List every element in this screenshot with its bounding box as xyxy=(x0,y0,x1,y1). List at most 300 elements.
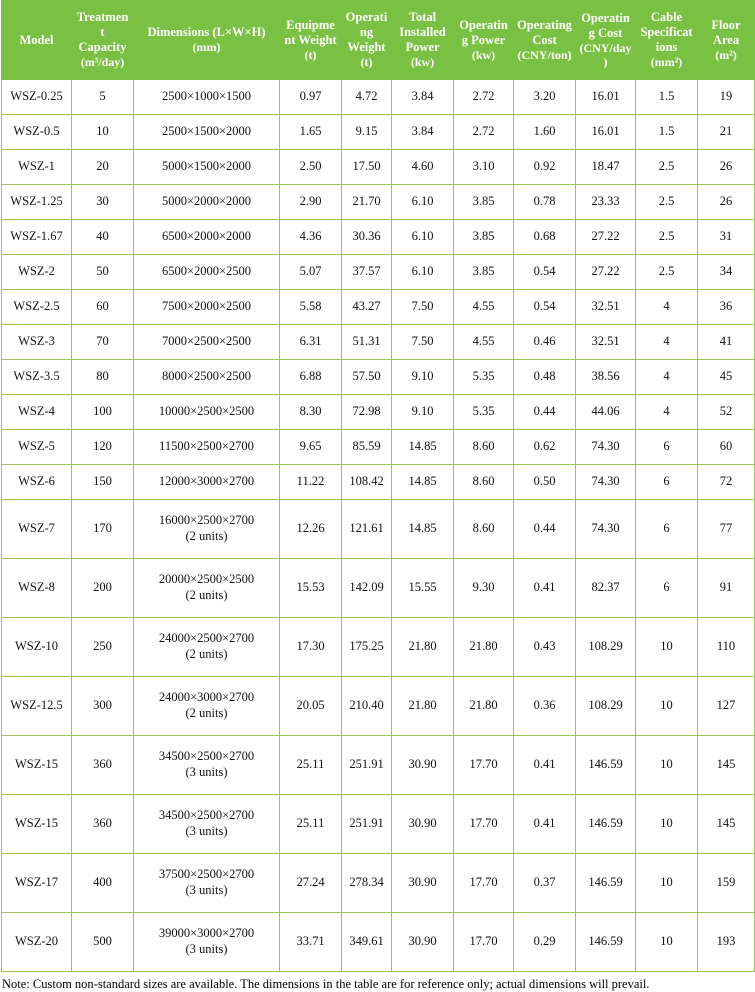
table-row xyxy=(2,80,755,115)
cell-dimensions xyxy=(134,185,280,220)
cell-operating-cost-day: 23.33 xyxy=(576,185,636,220)
cell-operating-weight: 72.98 xyxy=(342,395,392,430)
cell-operating-power: 17.70 xyxy=(454,736,514,795)
dimensions-main: 7500×2000×2500 xyxy=(161,299,252,314)
cell-operating-cost-ton: 0.44 xyxy=(514,500,576,559)
cell-dimensions xyxy=(134,255,280,290)
cell-operating-weight: 21.70 xyxy=(342,185,392,220)
cell-model: WSZ-12.5 xyxy=(2,677,72,736)
header-label: Operating Cost xyxy=(581,10,630,40)
cell-operating-cost-ton: 0.68 xyxy=(514,220,576,255)
cell-equipment-weight: 0.97 xyxy=(280,80,342,115)
header-label: Model xyxy=(19,32,54,47)
cell-operating-weight: 210.40 xyxy=(342,677,392,736)
cell-treatment-capacity: 20 xyxy=(72,150,134,185)
cell-total-installed-power: 14.85 xyxy=(392,500,454,559)
column-header-dimensions xyxy=(134,1,280,80)
cell-equipment-weight: 33.71 xyxy=(280,913,342,972)
cell-model: WSZ-3.5 xyxy=(2,360,72,395)
cell-dimensions xyxy=(134,500,280,559)
cell-cable-specifications: 1.5 xyxy=(636,115,698,150)
cell-operating-power: 17.70 xyxy=(454,913,514,972)
table-note: Note: Custom non-standard sizes are available. The dimensions in the table are for reference only; actual dimensions will prevail. xyxy=(2,977,650,991)
cell-equipment-weight: 2.50 xyxy=(280,150,342,185)
cell-operating-weight: 108.42 xyxy=(342,465,392,500)
cell-operating-cost-day: 74.30 xyxy=(576,500,636,559)
dimensions-main: 34500×2500×2700 xyxy=(158,808,255,823)
cell-operating-cost-ton: 3.20 xyxy=(514,80,576,115)
cell-cable-specifications: 10 xyxy=(636,736,698,795)
header-unit: (CNY/ton) xyxy=(517,47,572,62)
cell-total-installed-power: 7.50 xyxy=(392,290,454,325)
cell-floor-area: 26 xyxy=(698,150,755,185)
header-label: Equipment Weight xyxy=(284,17,337,47)
cell-operating-cost-day: 82.37 xyxy=(576,559,636,618)
cell-cable-specifications: 10 xyxy=(636,618,698,677)
cell-floor-area: 110 xyxy=(698,618,755,677)
header-unit: (kw) xyxy=(410,55,435,70)
column-header-total-installed-power xyxy=(392,1,454,80)
table-body xyxy=(2,80,755,972)
cell-model: WSZ-20 xyxy=(2,913,72,972)
cell-operating-power: 21.80 xyxy=(454,677,514,736)
header-row xyxy=(2,1,755,80)
table-row xyxy=(2,150,755,185)
cell-operating-power: 2.72 xyxy=(454,115,514,150)
cell-operating-cost-ton: 0.44 xyxy=(514,395,576,430)
dimensions-main: 24000×2500×2700 xyxy=(158,631,255,646)
dimensions-units-note: (3 units) xyxy=(185,824,228,838)
cell-total-installed-power: 30.90 xyxy=(392,795,454,854)
table-row xyxy=(2,325,755,360)
cell-operating-power: 8.60 xyxy=(454,465,514,500)
cell-cable-specifications: 4 xyxy=(636,325,698,360)
cell-model: WSZ-1 xyxy=(2,150,72,185)
cell-treatment-capacity: 500 xyxy=(72,913,134,972)
cell-operating-cost-day: 27.22 xyxy=(576,255,636,290)
cell-operating-cost-ton: 0.62 xyxy=(514,430,576,465)
cell-operating-weight: 30.36 xyxy=(342,220,392,255)
dimensions-units-note: (2 units) xyxy=(185,647,228,661)
cell-total-installed-power: 30.90 xyxy=(392,736,454,795)
column-header-operating-cost-ton xyxy=(514,1,576,80)
cell-treatment-capacity: 250 xyxy=(72,618,134,677)
cell-operating-cost-day: 16.01 xyxy=(576,115,636,150)
header-unit: (mm) xyxy=(192,40,221,55)
cell-treatment-capacity: 300 xyxy=(72,677,134,736)
cell-operating-cost-day: 32.51 xyxy=(576,290,636,325)
table-row xyxy=(2,795,755,854)
cell-operating-cost-ton: 0.48 xyxy=(514,360,576,395)
header-unit: (m³/day) xyxy=(80,55,125,70)
cell-floor-area: 21 xyxy=(698,115,755,150)
cell-model: WSZ-4 xyxy=(2,395,72,430)
cell-operating-cost-ton: 0.41 xyxy=(514,559,576,618)
cell-cable-specifications: 2.5 xyxy=(636,150,698,185)
cell-operating-cost-ton: 0.54 xyxy=(514,255,576,290)
dimensions-main: 6500×2000×2500 xyxy=(161,264,252,279)
cell-operating-cost-day: 16.01 xyxy=(576,80,636,115)
dimensions-units-note: (2 units) xyxy=(185,588,228,602)
cell-operating-power: 3.85 xyxy=(454,185,514,220)
column-header-model xyxy=(2,1,72,80)
cell-total-installed-power: 3.84 xyxy=(392,80,454,115)
cell-total-installed-power: 6.10 xyxy=(392,185,454,220)
cell-treatment-capacity: 30 xyxy=(72,185,134,220)
cell-cable-specifications: 2.5 xyxy=(636,220,698,255)
cell-treatment-capacity: 360 xyxy=(72,736,134,795)
cell-operating-cost-ton: 0.92 xyxy=(514,150,576,185)
cell-operating-cost-ton: 0.43 xyxy=(514,618,576,677)
cell-cable-specifications: 10 xyxy=(636,913,698,972)
cell-cable-specifications: 6 xyxy=(636,500,698,559)
table-row xyxy=(2,115,755,150)
cell-equipment-weight: 8.30 xyxy=(280,395,342,430)
cell-operating-cost-day: 146.59 xyxy=(576,854,636,913)
cell-operating-power: 4.55 xyxy=(454,325,514,360)
cell-dimensions xyxy=(134,559,280,618)
cell-cable-specifications: 10 xyxy=(636,795,698,854)
cell-model: WSZ-10 xyxy=(2,618,72,677)
cell-floor-area: 145 xyxy=(698,736,755,795)
cell-dimensions xyxy=(134,220,280,255)
cell-dimensions xyxy=(134,395,280,430)
table-row xyxy=(2,854,755,913)
cell-operating-power: 5.35 xyxy=(454,395,514,430)
cell-operating-power: 3.85 xyxy=(454,220,514,255)
cell-treatment-capacity: 60 xyxy=(72,290,134,325)
header-unit: (t) xyxy=(360,55,373,70)
cell-model: WSZ-2.5 xyxy=(2,290,72,325)
dimensions-main: 16000×2500×2700 xyxy=(158,513,255,528)
header-unit: (t) xyxy=(304,47,317,62)
cell-operating-weight: 349.61 xyxy=(342,913,392,972)
cell-operating-cost-ton: 0.78 xyxy=(514,185,576,220)
cell-operating-cost-day: 74.30 xyxy=(576,430,636,465)
cell-total-installed-power: 21.80 xyxy=(392,677,454,736)
cell-operating-power: 3.10 xyxy=(454,150,514,185)
cell-operating-cost-ton: 0.50 xyxy=(514,465,576,500)
cell-floor-area: 77 xyxy=(698,500,755,559)
cell-cable-specifications: 4 xyxy=(636,290,698,325)
table-row xyxy=(2,559,755,618)
cell-operating-cost-day: 27.22 xyxy=(576,220,636,255)
cell-equipment-weight: 25.11 xyxy=(280,795,342,854)
cell-operating-cost-day: 44.06 xyxy=(576,395,636,430)
cell-operating-cost-day: 108.29 xyxy=(576,618,636,677)
dimensions-main: 2500×1000×1500 xyxy=(161,89,252,104)
cell-operating-power: 3.85 xyxy=(454,255,514,290)
cell-dimensions xyxy=(134,80,280,115)
cell-floor-area: 26 xyxy=(698,185,755,220)
dimensions-units-note: (3 units) xyxy=(185,942,228,956)
dimensions-main: 8000×2500×2500 xyxy=(161,369,252,384)
cell-operating-power: 5.35 xyxy=(454,360,514,395)
cell-operating-cost-day: 146.59 xyxy=(576,913,636,972)
cell-operating-power: 9.30 xyxy=(454,559,514,618)
column-header-operating-weight xyxy=(342,1,392,80)
cell-treatment-capacity: 80 xyxy=(72,360,134,395)
cell-total-installed-power: 9.10 xyxy=(392,360,454,395)
cell-floor-area: 127 xyxy=(698,677,755,736)
column-header-floor-area xyxy=(698,1,755,80)
cell-floor-area: 31 xyxy=(698,220,755,255)
cell-model: WSZ-1.25 xyxy=(2,185,72,220)
cell-total-installed-power: 14.85 xyxy=(392,430,454,465)
table-row xyxy=(2,736,755,795)
cell-operating-weight: 278.34 xyxy=(342,854,392,913)
cell-total-installed-power: 4.60 xyxy=(392,150,454,185)
cell-operating-cost-day: 146.59 xyxy=(576,736,636,795)
cell-equipment-weight: 5.07 xyxy=(280,255,342,290)
cell-model: WSZ-15 xyxy=(2,736,72,795)
cell-model: WSZ-8 xyxy=(2,559,72,618)
header-label: Operating Weight xyxy=(345,10,388,55)
cell-cable-specifications: 10 xyxy=(636,677,698,736)
table-row xyxy=(2,465,755,500)
cell-floor-area: 60 xyxy=(698,430,755,465)
cell-floor-area: 91 xyxy=(698,559,755,618)
header-label: Cable Specifications xyxy=(640,10,693,55)
cell-equipment-weight: 15.53 xyxy=(280,559,342,618)
cell-treatment-capacity: 40 xyxy=(72,220,134,255)
table-row xyxy=(2,500,755,559)
cell-operating-cost-ton: 0.54 xyxy=(514,290,576,325)
cell-operating-cost-day: 38.56 xyxy=(576,360,636,395)
cell-dimensions xyxy=(134,290,280,325)
cell-dimensions xyxy=(134,913,280,972)
cell-cable-specifications: 2.5 xyxy=(636,185,698,220)
column-header-treatment-capacity xyxy=(72,1,134,80)
cell-operating-weight: 4.72 xyxy=(342,80,392,115)
cell-total-installed-power: 6.10 xyxy=(392,220,454,255)
cell-treatment-capacity: 360 xyxy=(72,795,134,854)
dimensions-units-note: (2 units) xyxy=(185,706,228,720)
cell-operating-weight: 57.50 xyxy=(342,360,392,395)
cell-model: WSZ-2 xyxy=(2,255,72,290)
cell-treatment-capacity: 70 xyxy=(72,325,134,360)
cell-treatment-capacity: 10 xyxy=(72,115,134,150)
cell-operating-cost-day: 32.51 xyxy=(576,325,636,360)
cell-dimensions xyxy=(134,795,280,854)
cell-total-installed-power: 7.50 xyxy=(392,325,454,360)
cell-treatment-capacity: 150 xyxy=(72,465,134,500)
cell-total-installed-power: 3.84 xyxy=(392,115,454,150)
cell-cable-specifications: 10 xyxy=(636,854,698,913)
table-row xyxy=(2,220,755,255)
cell-operating-power: 17.70 xyxy=(454,795,514,854)
cell-operating-weight: 251.91 xyxy=(342,795,392,854)
cell-operating-power: 8.60 xyxy=(454,430,514,465)
cell-operating-cost-ton: 0.36 xyxy=(514,677,576,736)
table-row xyxy=(2,395,755,430)
cell-model: WSZ-15 xyxy=(2,795,72,854)
cell-dimensions xyxy=(134,465,280,500)
cell-operating-power: 21.80 xyxy=(454,618,514,677)
table-row xyxy=(2,255,755,290)
cell-model: WSZ-7 xyxy=(2,500,72,559)
cell-dimensions xyxy=(134,115,280,150)
cell-equipment-weight: 2.90 xyxy=(280,185,342,220)
header-label: Treatment Capacity xyxy=(76,10,129,55)
cell-dimensions xyxy=(134,854,280,913)
cell-model: WSZ-5 xyxy=(2,430,72,465)
specification-table xyxy=(1,0,755,972)
dimensions-main: 11500×2500×2700 xyxy=(159,439,254,454)
cell-floor-area: 72 xyxy=(698,465,755,500)
dimensions-main: 24000×3000×2700 xyxy=(158,690,255,705)
table-header xyxy=(2,1,755,80)
cell-model: WSZ-3 xyxy=(2,325,72,360)
table-row xyxy=(2,185,755,220)
cell-total-installed-power: 30.90 xyxy=(392,913,454,972)
cell-equipment-weight: 20.05 xyxy=(280,677,342,736)
table-row xyxy=(2,677,755,736)
cell-treatment-capacity: 170 xyxy=(72,500,134,559)
cell-equipment-weight: 6.31 xyxy=(280,325,342,360)
cell-operating-cost-ton: 1.60 xyxy=(514,115,576,150)
column-header-operating-cost-day xyxy=(576,1,636,80)
cell-treatment-capacity: 400 xyxy=(72,854,134,913)
cell-operating-power: 8.60 xyxy=(454,500,514,559)
table-row xyxy=(2,913,755,972)
dimensions-main: 10000×2500×2500 xyxy=(158,404,255,419)
cell-operating-cost-ton: 0.46 xyxy=(514,325,576,360)
cell-dimensions xyxy=(134,736,280,795)
cell-floor-area: 159 xyxy=(698,854,755,913)
cell-equipment-weight: 25.11 xyxy=(280,736,342,795)
cell-operating-cost-day: 74.30 xyxy=(576,465,636,500)
cell-total-installed-power: 9.10 xyxy=(392,395,454,430)
cell-floor-area: 52 xyxy=(698,395,755,430)
dimensions-main: 39000×3000×2700 xyxy=(158,926,255,941)
cell-floor-area: 45 xyxy=(698,360,755,395)
cell-operating-power: 4.55 xyxy=(454,290,514,325)
cell-operating-cost-day: 108.29 xyxy=(576,677,636,736)
dimensions-units-note: (2 units) xyxy=(185,529,228,543)
cell-equipment-weight: 6.88 xyxy=(280,360,342,395)
cell-operating-weight: 9.15 xyxy=(342,115,392,150)
cell-floor-area: 36 xyxy=(698,290,755,325)
cell-cable-specifications: 6 xyxy=(636,559,698,618)
column-header-operating-power xyxy=(454,1,514,80)
column-header-cable-specifications xyxy=(636,1,698,80)
cell-dimensions xyxy=(134,618,280,677)
dimensions-main: 34500×2500×2700 xyxy=(158,749,255,764)
cell-equipment-weight: 9.65 xyxy=(280,430,342,465)
cell-equipment-weight: 11.22 xyxy=(280,465,342,500)
header-label: Operating Power xyxy=(459,17,508,47)
cell-cable-specifications: 1.5 xyxy=(636,80,698,115)
cell-cable-specifications: 4 xyxy=(636,360,698,395)
table-row xyxy=(2,290,755,325)
cell-operating-weight: 37.57 xyxy=(342,255,392,290)
dimensions-main: 5000×1500×2000 xyxy=(161,159,252,174)
cell-floor-area: 19 xyxy=(698,80,755,115)
column-header-equipment-weight xyxy=(280,1,342,80)
cell-equipment-weight: 12.26 xyxy=(280,500,342,559)
header-unit: (kw) xyxy=(471,47,496,62)
cell-operating-cost-ton: 0.29 xyxy=(514,913,576,972)
dimensions-main: 5000×2000×2000 xyxy=(161,194,252,209)
header-label: Total Installed Power xyxy=(399,10,446,55)
cell-model: WSZ-1.67 xyxy=(2,220,72,255)
cell-dimensions xyxy=(134,677,280,736)
cell-equipment-weight: 17.30 xyxy=(280,618,342,677)
cell-operating-weight: 43.27 xyxy=(342,290,392,325)
header-label: Floor Area xyxy=(711,17,741,47)
cell-operating-cost-day: 18.47 xyxy=(576,150,636,185)
cell-operating-weight: 85.59 xyxy=(342,430,392,465)
cell-total-installed-power: 14.85 xyxy=(392,465,454,500)
cell-total-installed-power: 15.55 xyxy=(392,559,454,618)
cell-operating-cost-ton: 0.41 xyxy=(514,795,576,854)
cell-model: WSZ-6 xyxy=(2,465,72,500)
dimensions-main: 37500×2500×2700 xyxy=(158,867,255,882)
cell-dimensions xyxy=(134,360,280,395)
cell-operating-weight: 121.61 xyxy=(342,500,392,559)
cell-equipment-weight: 1.65 xyxy=(280,115,342,150)
cell-operating-weight: 175.25 xyxy=(342,618,392,677)
cell-total-installed-power: 21.80 xyxy=(392,618,454,677)
cell-model: WSZ-17 xyxy=(2,854,72,913)
dimensions-main: 2500×1500×2000 xyxy=(161,124,252,139)
table-row xyxy=(2,618,755,677)
cell-cable-specifications: 6 xyxy=(636,465,698,500)
dimensions-main: 12000×3000×2700 xyxy=(158,474,255,489)
cell-dimensions xyxy=(134,325,280,360)
cell-treatment-capacity: 50 xyxy=(72,255,134,290)
header-unit: (m²) xyxy=(715,47,737,62)
cell-cable-specifications: 6 xyxy=(636,430,698,465)
header-unit: (CNY/day) xyxy=(579,40,632,69)
cell-treatment-capacity: 100 xyxy=(72,395,134,430)
cell-equipment-weight: 4.36 xyxy=(280,220,342,255)
cell-cable-specifications: 2.5 xyxy=(636,255,698,290)
dimensions-units-note: (3 units) xyxy=(185,883,228,897)
header-unit: (mm²) xyxy=(650,55,683,70)
cell-operating-weight: 142.09 xyxy=(342,559,392,618)
cell-floor-area: 34 xyxy=(698,255,755,290)
cell-cable-specifications: 4 xyxy=(636,395,698,430)
cell-treatment-capacity: 200 xyxy=(72,559,134,618)
cell-operating-power: 17.70 xyxy=(454,854,514,913)
header-label: Dimensions (L×W×H) xyxy=(147,25,266,40)
table-row xyxy=(2,360,755,395)
dimensions-units-note: (3 units) xyxy=(185,765,228,779)
cell-total-installed-power: 30.90 xyxy=(392,854,454,913)
header-label: Operating Cost xyxy=(517,17,572,47)
cell-operating-weight: 251.91 xyxy=(342,736,392,795)
cell-model: WSZ-0.25 xyxy=(2,80,72,115)
cell-dimensions xyxy=(134,150,280,185)
cell-operating-weight: 51.31 xyxy=(342,325,392,360)
cell-operating-weight: 17.50 xyxy=(342,150,392,185)
cell-operating-cost-day: 146.59 xyxy=(576,795,636,854)
cell-operating-cost-ton: 0.41 xyxy=(514,736,576,795)
cell-equipment-weight: 27.24 xyxy=(280,854,342,913)
cell-treatment-capacity: 5 xyxy=(72,80,134,115)
cell-floor-area: 193 xyxy=(698,913,755,972)
table-row xyxy=(2,430,755,465)
cell-operating-power: 2.72 xyxy=(454,80,514,115)
dimensions-main: 6500×2000×2000 xyxy=(161,229,252,244)
cell-treatment-capacity: 120 xyxy=(72,430,134,465)
cell-operating-cost-ton: 0.37 xyxy=(514,854,576,913)
cell-floor-area: 145 xyxy=(698,795,755,854)
dimensions-main: 7000×2500×2500 xyxy=(161,334,252,349)
cell-model: WSZ-0.5 xyxy=(2,115,72,150)
